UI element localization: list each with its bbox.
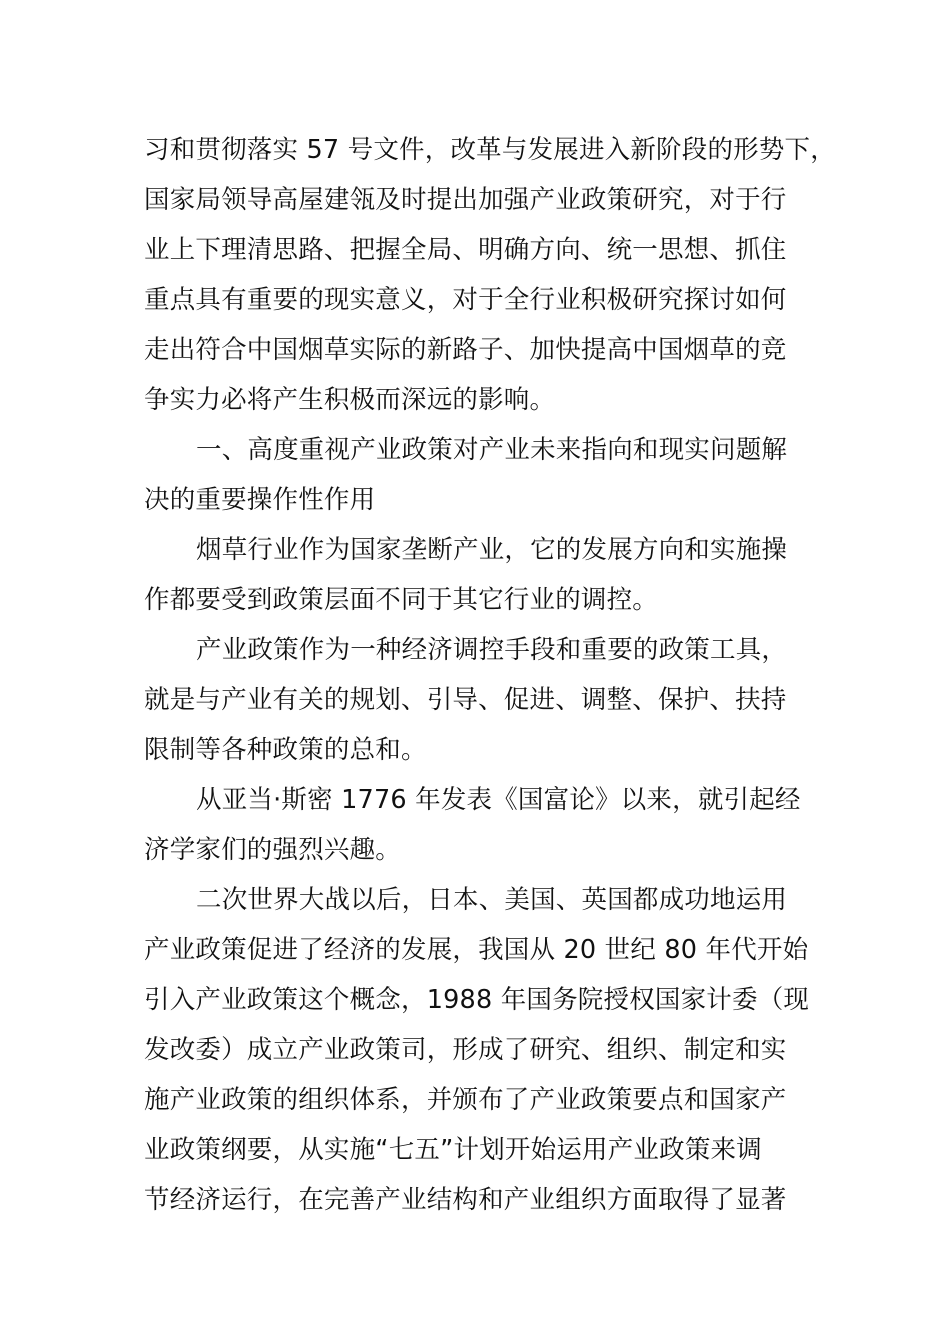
text-line: 节经济运行，在完善产业结构和产业组织方面取得了显著 xyxy=(144,1185,787,1215)
text-line: 施产业政策的组织体系，并颁布了产业政策要点和国家产 xyxy=(144,1085,787,1115)
text-line: 限制等各种政策的总和。 xyxy=(144,735,427,765)
text-line: 业政策纲要，从实施“七五”计划开始运用产业政策来调 xyxy=(144,1135,762,1165)
text-line: 引入产业政策这个概念，1988 年国务院授权国家计委（现 xyxy=(144,985,810,1015)
text-line: 重点具有重要的现实意义，对于全行业积极研究探讨如何 xyxy=(144,285,787,315)
text-line: 烟草行业作为国家垄断产业，它的发展方向和实施操 xyxy=(196,535,788,565)
section-heading-line: 决的重要操作性作用 xyxy=(144,485,376,515)
text-line: 走出符合中国烟草实际的新路子、加快提高中国烟草的竞 xyxy=(144,335,787,365)
text-line: 发改委）成立产业政策司，形成了研究、组织、制定和实 xyxy=(144,1035,787,1065)
text-line: 就是与产业有关的规划、引导、促进、调整、保护、扶持 xyxy=(144,685,787,715)
text-line: 二次世界大战以后，日本、美国、英国都成功地运用 xyxy=(196,885,788,915)
text-line: 作都要受到政策层面不同于其它行业的调控。 xyxy=(144,585,659,615)
text-line: 济学家们的强烈兴趣。 xyxy=(144,835,402,865)
text-line: 国家局领导高屋建瓴及时提出加强产业政策研究，对于行 xyxy=(144,185,787,215)
text-line: 产业政策促进了经济的发展，我国从 20 世纪 80 年代开始 xyxy=(144,935,809,965)
section-heading-line: 一、高度重视产业政策对产业未来指向和现实问题解 xyxy=(196,435,788,465)
text-line: 产业政策作为一种经济调控手段和重要的政策工具， xyxy=(196,635,788,665)
text-line: 从亚当·斯密 1776 年发表《国富论》以来，就引起经 xyxy=(196,785,801,815)
text-line: 争实力必将产生积极而深远的影响。 xyxy=(144,385,556,415)
text-line: 习和贯彻落实 57 号文件，改革与发展进入新阶段的形势下， xyxy=(144,135,836,165)
text-line: 业上下理清思路、把握全局、明确方向、统一思想、抓住 xyxy=(144,235,787,265)
